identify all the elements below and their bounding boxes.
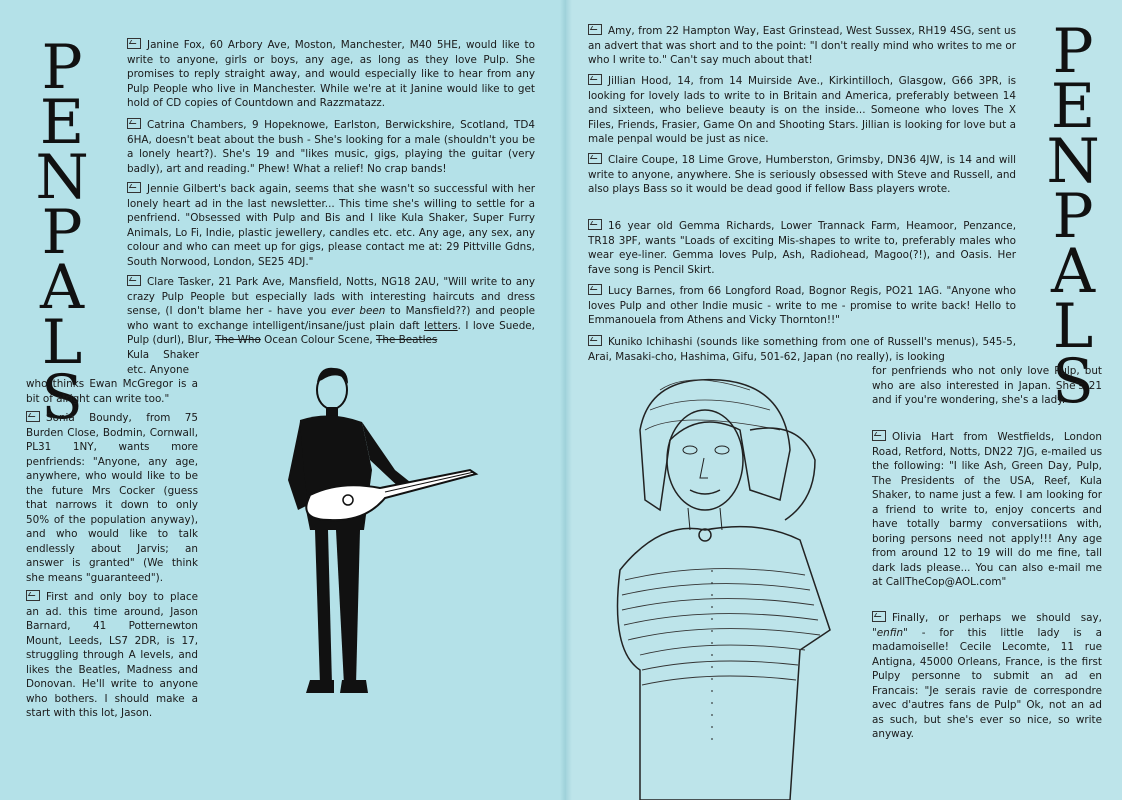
ad-text-italic: ever been [331, 305, 386, 317]
ad-gemma [588, 219, 1016, 277]
ad-text: Kula Shaker etc. Anyone [127, 349, 199, 376]
ad-text: who thinks Ewan McGregor is a bit of alright can write too." [26, 378, 198, 405]
ad-text: Jennie Gilbert's back again, seems that she wasn't so successful with her lonely heart ad in the last newsletter... This time she's willing to settle for a penfriend. "Obsessed with Pulp and Bis and I like Kula Shaker, Super Furry Animals, Lo Fi, Indie, plastic jewellery, candles etc. etc. Any age, any sex, any colour and who can meet up for gigs, please contact me at: 29 Pittville Gdns, South Norwood, London, SE25 4DJ." [127, 183, 535, 268]
ad-text: Clare Tasker, 21 Park Ave, Mansfield, Notts, NG18 2AU, "Will write to any crazy Pulp People but especially lads with interesting haircuts and dress sense, (I don't blame her - have you [127, 276, 535, 317]
envelope-icon [872, 611, 886, 622]
ad-clare-end [26, 377, 198, 406]
ad-text-italic: "enfin" [872, 626, 908, 639]
ad-text: Claire Coupe, 18 Lime Grove, Humberston, Grimsby, DN36 4JW, is 14 and will write to anyone, anywhere. She is seriously obsessed with Steve and Russell, and also plays Bass so it would be dead good if fellow Bass players wrote. [588, 154, 1016, 195]
envelope-icon [26, 411, 40, 422]
title-letter: A [1050, 236, 1096, 307]
envelope-icon [127, 38, 141, 49]
title-letter: A [39, 252, 85, 323]
title-letter: P [41, 197, 83, 268]
title-letter: P [1052, 16, 1094, 87]
ad-text: Kuniko Ichihashi (sounds like something from one of Russell's menus), 545-5, Arai, Masaki-cho, Hashima, Gifu, 501-62, Japan (no really), is looking [588, 336, 1016, 363]
title-letter: P [1052, 181, 1094, 252]
envelope-icon [588, 24, 602, 35]
title-letter: N [35, 142, 89, 213]
ad-claire [588, 153, 1016, 197]
ad-cecile [872, 611, 1102, 742]
ad-clare [127, 275, 535, 348]
title-letter: N [1046, 126, 1100, 197]
envelope-icon [127, 182, 141, 193]
penpals-title-left [27, 32, 97, 433]
ad-text: Finally, or perhaps we should say, [892, 612, 1102, 624]
envelope-icon [127, 118, 141, 129]
ad-text: Olivia Hart from Westfields, London Road, Retford, Notts, DN22 7JG, e-mailed us the following: "I like Ash, Green Day, Pulp, The Presidents of the USA, Reef, Kula Shaker, to name just a few. I am looking for a friend to write to, enjoy concerts and have totally barmy conversatiions with, boring persons need not apply!!! Any age from around 12 to 19 will do me fine, tall dark lads please... You can also e-mail me at CallTheCop@AOL.com" [872, 431, 1102, 588]
envelope-icon [588, 153, 602, 164]
title-letter: S [1052, 346, 1094, 417]
ad-text: Ocean Colour Scene, [260, 334, 377, 346]
ad-text: Lucy Barnes, from 66 Longford Road, Bognor Regis, PO21 1AG. "Anyone who loves Pulp and other Indie music - write to me - promise to write back! Hello to Emmanouela from Athens and Vicky Thornton!!" [588, 285, 1016, 326]
ad-text: Janine Fox, 60 Arbory Ave, Moston, Manchester, M40 5HE, would like to write to anyone, girls or boys, any age, as long as they love Pulp. She promises to reply straight away, and would especially like to hear from any Pulp People who live in Manchester. While we're at it Janine would like to get hold of CD copies of Countdown and Razzmatazz. [127, 39, 535, 109]
envelope-icon [588, 74, 602, 85]
ad-text-underlined: letters [424, 319, 458, 332]
page-gutter [560, 0, 572, 800]
title-letter: L [41, 307, 83, 378]
ad-clare-wrap [127, 348, 199, 377]
envelope-icon [588, 284, 602, 295]
title-letter: E [39, 87, 85, 158]
envelope-icon [127, 275, 141, 286]
ad-jillian [588, 74, 1016, 147]
ad-text: for penfriends who not only love Pulp, but who are also interested in Japan. She's 21 and if you're wondering, she's a lady. [872, 365, 1102, 406]
title-letter: P [41, 32, 83, 103]
ad-sonia [26, 411, 198, 585]
ad-catrina [127, 118, 535, 176]
title-letter: L [1052, 291, 1094, 362]
ad-kuniko [588, 335, 1016, 364]
ad-jason [26, 590, 198, 721]
ad-text: . I love Suede, Pulp (durl), Blur, [127, 319, 535, 346]
ad-text: Jillian Hood, 14, from 14 Muirside Ave., Kirkintilloch, Glasgow, G66 3PR, is looking for lovely lads to write to in Britain and America, preferably between 14 and sixteen, who believe beauty is on the inside... Someone who loves The X Files, Friends, Frasier, Game On and Shooting Stars. Jillian is looking for love but a male penpal would be just as nice. [588, 75, 1016, 145]
guitarist-drawing [270, 360, 490, 710]
ad-text: Sonia Boundy, from 75 Burden Close, Bodmin, Cornwall, PL31 1NY, wants more penfriends: "Anyone, any age, anywhere, who would like to be the future Mrs Cocker (guess that narrows it down to only 50% of the population anyway), and who would like to talk endlessly about Jarvis; an answer is granted" (We think she means "guaranteed"). [26, 412, 198, 584]
ad-jennie [127, 182, 535, 269]
ad-text-struck: The Who [215, 334, 261, 346]
ad-text: First and only boy to place an ad. this time around, Jason Barnard, 41 Potternewton Mount, Leeds, LS7 2DR, is 17, struggling through A levels, and likes the Beatles, Madness and Donovan. He'll write to anyone who bothers. I should make a start with this lot, Jason. [26, 591, 198, 719]
ad-text: to Mansfield??) and people who want to exchange intelligent/insane/just plain daft [127, 305, 535, 332]
ad-lucy [588, 284, 1016, 328]
ad-text-struck: The Beatles [376, 334, 438, 346]
ad-text: - for this little lady is a madamoiselle! Cecile Lecomte, 11 rue Antigna, 45000 Orleans, France, is the first Pulpy personne to submit an ad en Francais: "Je serais ravie de correspondre avec d'autres fans de Pulp" Ok, not an ad as such, but she's ever so nice, so write anyway. [872, 626, 1102, 740]
ad-text: Amy, from 22 Hampton Way, East Grinstead, West Sussex, RH19 4SG, sent us an advert that was short and to the point: "I don't really mind who writes to me or who I write to." Can't say much about that! [588, 25, 1016, 66]
ad-amy [588, 24, 1016, 68]
ad-janine [127, 38, 535, 111]
title-letter: S [41, 362, 83, 433]
title-letter: E [1050, 71, 1096, 142]
penpals-title-right [1038, 16, 1108, 417]
envelope-icon [872, 430, 886, 441]
ad-text: 16 year old Gemma Richards, Lower Trannack Farm, Heamoor, Penzance, TR18 3PF, wants "Loads of exciting Mis-shapes to write to, preferably males who wear eye-liner. Gemma loves Pulp, Ash, Radiohead, Magoo(?!), and Oasis. Her fave song is Pencil Skirt. [588, 220, 1016, 276]
ad-olivia [872, 430, 1102, 590]
envelope-icon [588, 219, 602, 230]
ad-kuniko-cont [872, 364, 1102, 408]
woman-portrait-drawing [600, 370, 865, 800]
ad-text: Catrina Chambers, 9 Hopeknowe, Earlston, Berwickshire, Scotland, TD4 6HA, doesn't beat about the bush - She's looking for a male (shouldn't you be a lonely heart?). She's 19 and "likes music, gigs, playing the guitar (very badly), art and reading." Phew! What a relief! No crap bands! [127, 119, 535, 175]
envelope-icon [26, 590, 40, 601]
envelope-icon [588, 335, 602, 346]
